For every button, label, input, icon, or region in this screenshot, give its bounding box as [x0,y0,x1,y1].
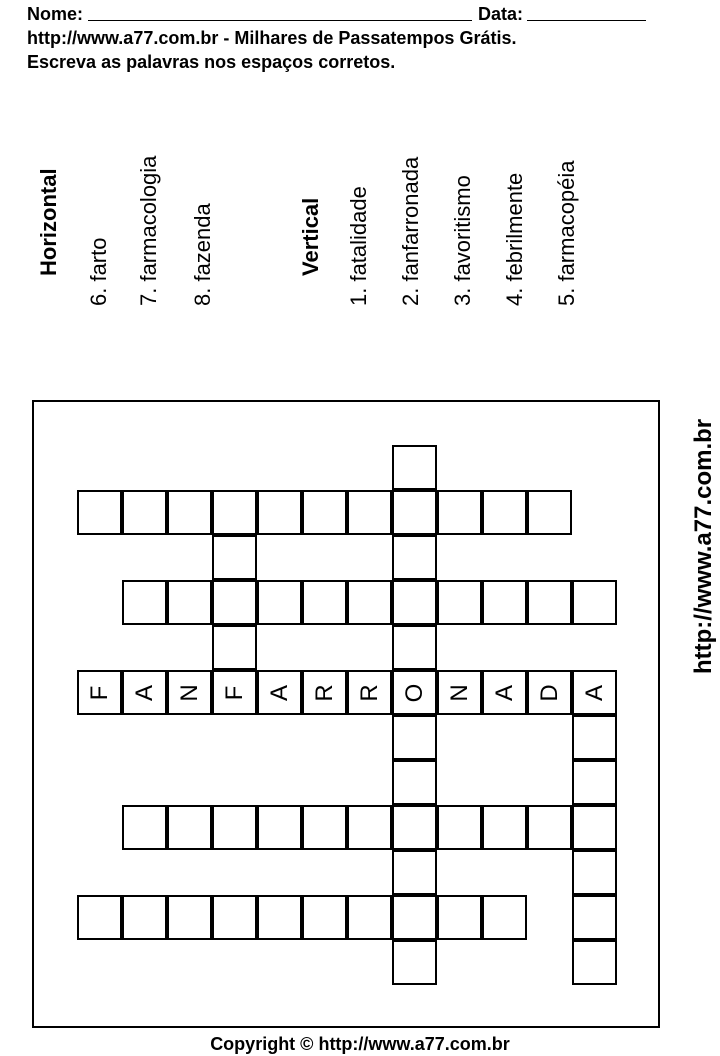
crossword-cell[interactable] [302,805,347,850]
cell-letter: O [400,683,428,702]
vertical-title: Vertical [298,197,323,276]
crossword-cell[interactable] [257,805,302,850]
crossword-cell[interactable] [347,490,392,535]
crossword-cell[interactable] [482,580,527,625]
cell-letter: A [130,684,158,701]
crossword-cell[interactable] [122,895,167,940]
vertical-clue: 3. favoritismo [450,175,475,306]
date-label: Data: [478,4,524,24]
crossword-cell[interactable] [122,580,167,625]
vertical-clue: 2. fanfarronada [398,156,423,306]
cell-letter: D [535,683,563,702]
crossword-cell[interactable] [392,805,437,850]
crossword-cell[interactable] [302,670,347,715]
horizontal-clue: 7. farmacologia [136,155,161,306]
horizontal-clue: 8. fazenda [190,203,215,306]
crossword-cell[interactable] [392,670,437,715]
crossword-cell[interactable] [257,895,302,940]
crossword-cell[interactable] [347,580,392,625]
crossword-cell[interactable] [482,895,527,940]
crossword-cell[interactable] [212,670,257,715]
crossword-cell[interactable] [77,490,122,535]
crossword-cell[interactable] [572,670,617,715]
crossword-cell[interactable] [212,535,257,580]
cell-letter: F [220,685,248,700]
crossword-cell[interactable] [302,490,347,535]
cell-letter: R [310,683,338,702]
crossword-cell[interactable] [482,805,527,850]
crossword-cell[interactable] [572,715,617,760]
copyright-footer: Copyright © http://www.a77.com.br [210,1034,510,1054]
name-field[interactable] [88,20,472,21]
crossword-cell[interactable] [122,490,167,535]
crossword-cell[interactable] [437,670,482,715]
crossword-cell[interactable] [212,805,257,850]
crossword-cell[interactable] [527,580,572,625]
crossword-cell[interactable] [77,895,122,940]
site-tagline: http://www.a77.com.br - Milhares de Passatempos Grátis. [27,28,517,48]
crossword-cell[interactable] [167,895,212,940]
crossword-cell[interactable] [437,490,482,535]
crossword-cell[interactable] [482,490,527,535]
crossword-cell[interactable] [392,580,437,625]
cell-letter: N [445,683,473,702]
date-field[interactable] [527,20,646,21]
crossword-cell[interactable] [437,805,482,850]
crossword-cell[interactable] [257,670,302,715]
crossword-cell[interactable] [437,580,482,625]
instructions: Escreva as palavras nos espaços corretos. [27,52,396,72]
crossword-cell[interactable] [212,625,257,670]
horizontal-title: Horizontal [36,168,61,276]
crossword-cell[interactable] [392,535,437,580]
cell-letter: N [175,683,203,702]
crossword-cell[interactable] [572,940,617,985]
crossword-cell[interactable] [347,895,392,940]
cell-letter: A [265,684,293,701]
crossword-cell[interactable] [122,670,167,715]
crossword-cell[interactable] [392,715,437,760]
crossword-cell[interactable] [392,625,437,670]
crossword-cell[interactable] [212,580,257,625]
vertical-clue: 4. febrilmente [502,172,527,306]
cell-letter: A [580,684,608,701]
crossword-cell[interactable] [527,490,572,535]
crossword-cell[interactable] [122,805,167,850]
crossword-cell[interactable] [347,805,392,850]
crossword-cell[interactable] [392,760,437,805]
crossword-cell[interactable] [392,490,437,535]
crossword-cell[interactable] [392,850,437,895]
crossword-cell[interactable] [392,445,437,490]
crossword-cell[interactable] [572,580,617,625]
side-url: http://www.a77.com.br [690,418,717,674]
crossword-cell[interactable] [167,805,212,850]
cell-letter: F [85,685,113,700]
crossword-cell[interactable] [572,805,617,850]
crossword-cell[interactable] [482,670,527,715]
crossword-cell[interactable] [527,670,572,715]
crossword-cell[interactable] [167,670,212,715]
crossword-cell[interactable] [212,490,257,535]
crossword-cell[interactable] [302,580,347,625]
crossword-cell[interactable] [302,895,347,940]
crossword-cell[interactable] [572,760,617,805]
vertical-clue: 5. farmacopéia [554,160,579,306]
cell-letter: A [490,684,518,701]
crossword-cell[interactable] [392,940,437,985]
crossword-cell[interactable] [347,670,392,715]
crossword-cell[interactable] [572,895,617,940]
crossword-cell[interactable] [392,895,437,940]
name-label: Nome: [27,4,84,24]
crossword-cell[interactable] [167,580,212,625]
crossword-cell[interactable] [77,670,122,715]
crossword-cell[interactable] [257,580,302,625]
horizontal-clue: 6. farto [86,237,111,306]
crossword-cell[interactable] [212,895,257,940]
crossword-cell[interactable] [257,490,302,535]
crossword-cell[interactable] [167,490,212,535]
cell-letter: R [355,683,383,702]
crossword-cell[interactable] [437,895,482,940]
vertical-clue: 1. fatalidade [346,186,371,306]
crossword-cell[interactable] [527,805,572,850]
crossword-cell[interactable] [572,850,617,895]
